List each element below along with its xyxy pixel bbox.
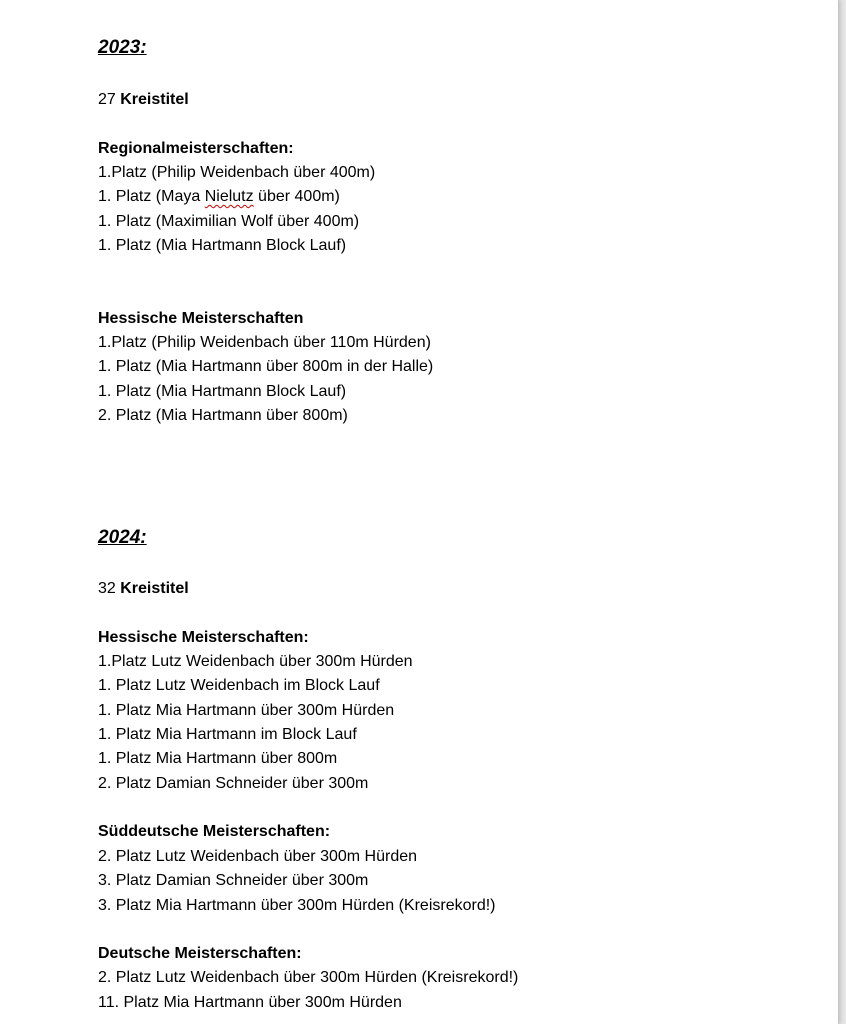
result-line: 1. Platz (Mia Hartmann Block Lauf) xyxy=(98,383,347,400)
result-line: 1. Platz (Mia Hartmann über 800m in der Halle) xyxy=(98,358,434,375)
result-line: 3. Platz Damian Schneider über 300m xyxy=(98,872,369,889)
section-heading-hessisch-2024: Hessische Meisterschaften: xyxy=(98,629,309,646)
kreistitel-line-2023 xyxy=(98,88,189,112)
section-heading-regional-2023: Regionalmeisterschaften: xyxy=(98,140,294,157)
section-heading-hessisch-2023: Hessische Meisterschaften xyxy=(98,310,304,327)
result-line: 1.Platz Lutz Weidenbach über 300m Hürden xyxy=(98,653,413,670)
result-line: 1. Platz (Maximilian Wolf über 400m) xyxy=(98,213,360,230)
result-line: 1.Platz (Philip Weidenbach über 400m) xyxy=(98,164,376,181)
section-heading-deutsch-2024: Deutsche Meisterschaften: xyxy=(98,945,302,962)
section-heading-sueddeutsch-2024: Süddeutsche Meisterschaften: xyxy=(98,823,331,840)
result-text: über 400m) xyxy=(253,188,340,205)
kreistitel-label: Kreistitel xyxy=(120,91,189,108)
spellcheck-word[interactable]: Nielutz xyxy=(204,188,254,205)
result-line xyxy=(98,185,340,209)
result-line: 1. Platz Mia Hartmann über 800m xyxy=(98,750,338,767)
result-line: 3. Platz Mia Hartmann über 300m Hürden (Kreisrekord!) xyxy=(98,897,496,914)
result-line: 11. Platz Mia Hartmann über 300m Hürden xyxy=(98,994,402,1011)
kreistitel-label: Kreistitel xyxy=(120,580,189,597)
year-heading-2023: 2023: xyxy=(98,37,147,58)
kreistitel-count: 27 xyxy=(98,91,116,108)
result-line: 1. Platz Mia Hartmann im Block Lauf xyxy=(98,726,357,743)
kreistitel-line-2024 xyxy=(98,577,189,601)
result-line: 2. Platz (Mia Hartmann über 800m) xyxy=(98,407,348,424)
result-line: 2. Platz Damian Schneider über 300m xyxy=(98,775,369,792)
year-heading-2024: 2024: xyxy=(98,527,147,548)
result-line: 1. Platz Lutz Weidenbach im Block Lauf xyxy=(98,677,380,694)
result-line: 1. Platz Mia Hartmann über 300m Hürden xyxy=(98,702,395,719)
result-text: 1. Platz (Maya xyxy=(98,188,205,205)
kreistitel-count: 32 xyxy=(98,580,116,597)
result-line: 1. Platz (Mia Hartmann Block Lauf) xyxy=(98,237,347,254)
result-line: 2. Platz Lutz Weidenbach über 300m Hürden (Kreisrekord!) xyxy=(98,969,519,986)
result-line: 1.Platz (Philip Weidenbach über 110m Hürden) xyxy=(98,334,431,351)
result-line: 2. Platz Lutz Weidenbach über 300m Hürden xyxy=(98,848,418,865)
